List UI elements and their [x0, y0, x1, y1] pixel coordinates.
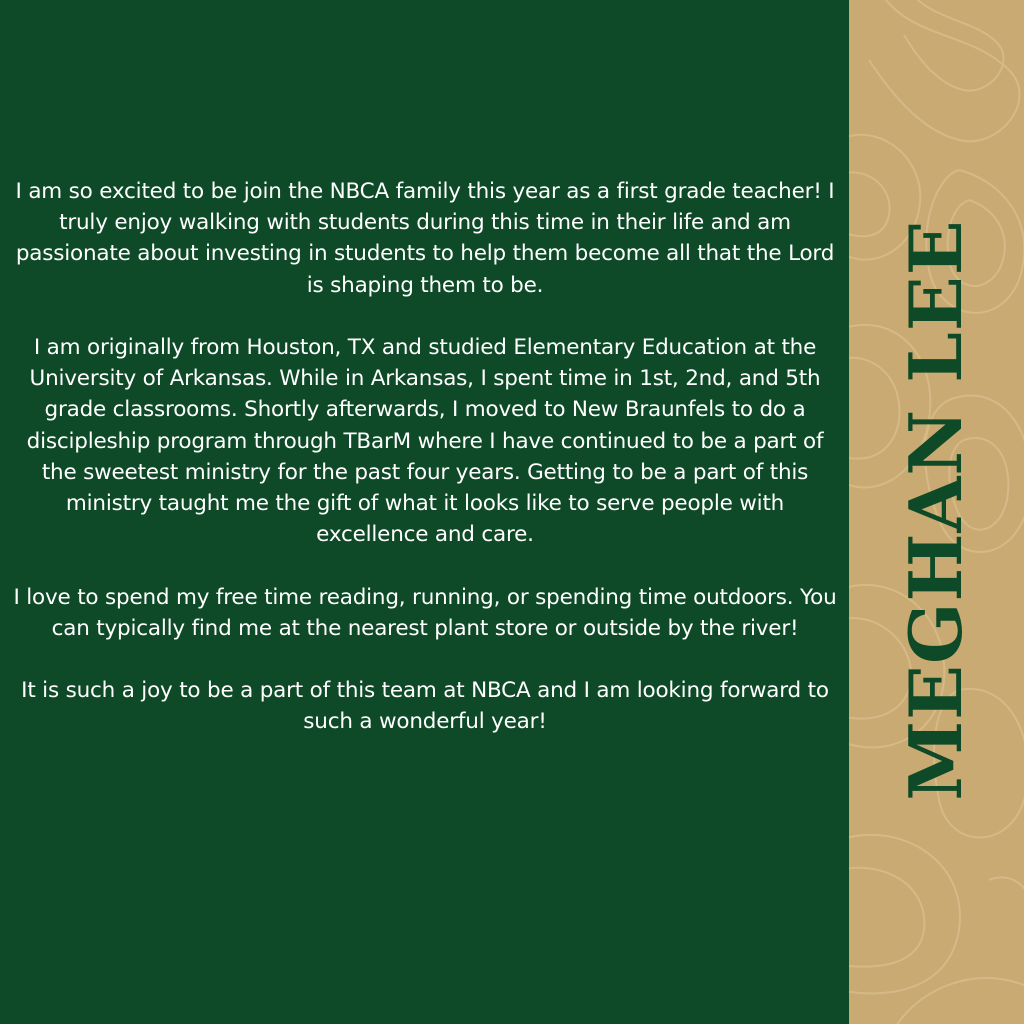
bio-paragraph-4: It is such a joy to be a part of this team at NBCA and I am looking forward to such a wonderful year! — [21, 678, 829, 735]
bio-paragraph-3: I love to spend my free time reading, running, or spending time outdoors. You can typically find me at the nearest plant store or outside by the river! — [13, 584, 837, 641]
name-title: MEGHAN LEE — [893, 219, 978, 801]
bio-paragraph-2: I am originally from Houston, TX and studied Elementary Education at the University of Arkansas. While in Arkansas, I spent time in 1st, 2nd, and 5th grade classrooms. Shortly afterwards, I moved to New Braunfels to do a discipleship program through TBarM where I have continued to be a part of the sweetest ministry for the past four years. Getting to be a part of this ministry taught me the gift of what it looks like to serve people with excellence and care. — [26, 335, 824, 548]
bio-paragraph-1: I am so excited to be join the NBCA family this year as a first grade teacher! I truly enjoy walking with students during this time in their life and am passionate about investing in students to help them become all that the Lord is shaping them to be. — [15, 179, 835, 298]
gold-panel — [849, 0, 1024, 1024]
name-container — [849, 0, 1024, 1024]
bio-text — [10, 176, 840, 769]
